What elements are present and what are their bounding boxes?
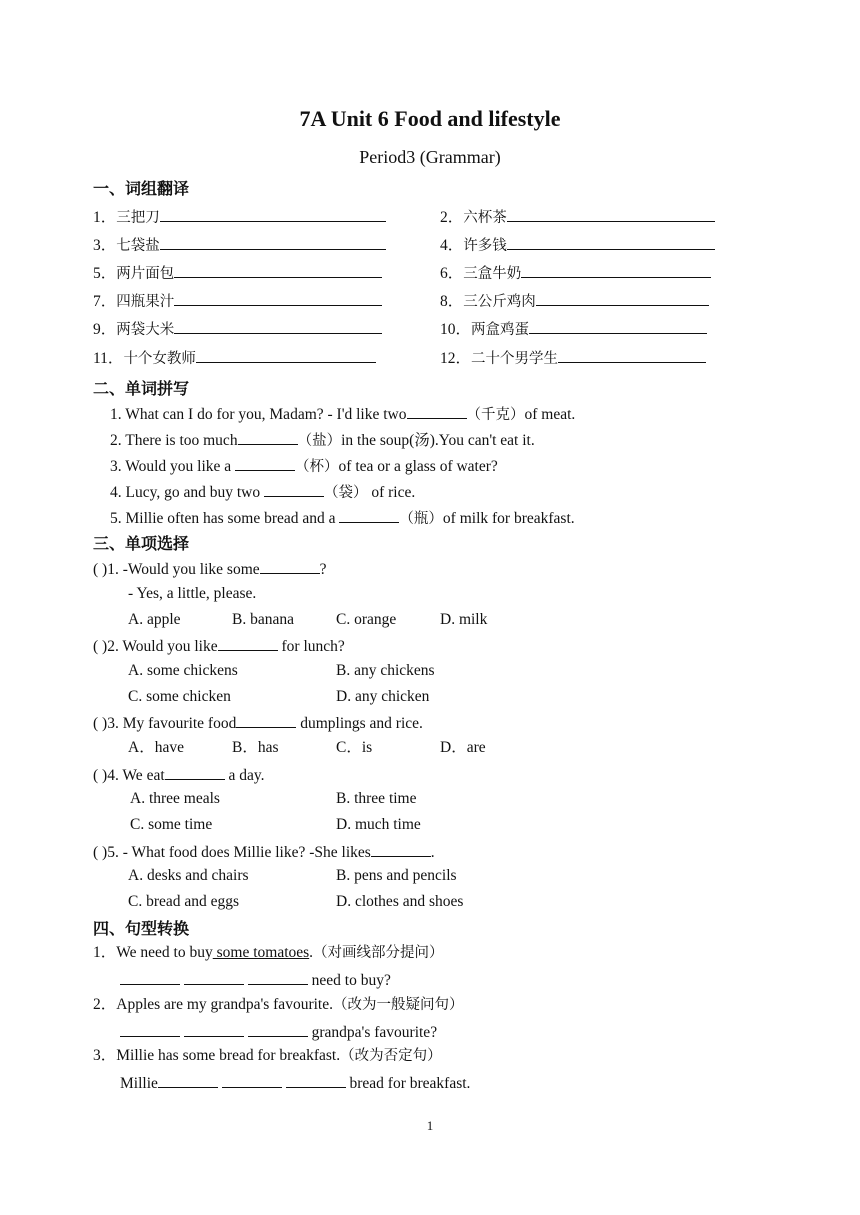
phrase-item: 4．许多钱 bbox=[440, 234, 715, 256]
mc-question-line: - Yes, a little, please. bbox=[128, 585, 257, 602]
mc-option[interactable]: A．have bbox=[128, 739, 184, 756]
answer-blank[interactable] bbox=[529, 318, 707, 334]
answer-blank[interactable] bbox=[236, 712, 296, 728]
mc-option[interactable]: A. some chickens bbox=[128, 662, 238, 679]
mc-option[interactable]: B. any chickens bbox=[336, 662, 435, 679]
section2-heading: 二、单词拼写 bbox=[93, 379, 190, 398]
answer-blank[interactable] bbox=[184, 1021, 244, 1037]
answer-blank[interactable] bbox=[558, 347, 706, 363]
section4-heading: 四、句型转换 bbox=[93, 919, 190, 938]
mc-option[interactable]: D. clothes and shoes bbox=[336, 893, 464, 910]
transform-item: 1．We need to buy some tomatoes.（对画线部分提问） bbox=[93, 944, 444, 961]
phrase-item: 3．七袋盐 bbox=[93, 234, 386, 256]
transform-answer: need to buy? bbox=[120, 969, 391, 991]
mc-option[interactable]: B. three time bbox=[336, 790, 417, 807]
phrase-item: 7．四瓶果汁 bbox=[93, 290, 382, 312]
mc-option[interactable]: A. apple bbox=[128, 611, 181, 628]
mc-option[interactable]: D．are bbox=[440, 739, 486, 756]
answer-blank[interactable] bbox=[174, 318, 382, 334]
transform-answer: grandpa's favourite? bbox=[120, 1021, 437, 1043]
transform-item: 3．Millie has some bread for breakfast.（改为否定句） bbox=[93, 1047, 442, 1064]
answer-blank[interactable] bbox=[286, 1072, 346, 1088]
section1-heading: 一、词组翻译 bbox=[93, 179, 190, 198]
page-subtitle: Period3 (Grammar) bbox=[359, 147, 501, 167]
transform-answer: Millie bread for breakfast. bbox=[120, 1072, 470, 1094]
answer-blank[interactable] bbox=[160, 206, 386, 222]
answer-blank[interactable] bbox=[235, 455, 295, 471]
answer-blank[interactable] bbox=[339, 507, 399, 523]
mc-option[interactable]: C. some chicken bbox=[128, 688, 231, 705]
mc-question: ( )4. We eat a day. bbox=[93, 764, 265, 786]
underlined-phrase: some tomatoes bbox=[212, 944, 310, 961]
answer-blank[interactable] bbox=[264, 481, 324, 497]
answer-blank[interactable] bbox=[120, 969, 180, 985]
mc-question: ( )1. -Would you like some ? bbox=[93, 558, 327, 580]
page-number: 1 bbox=[426, 1118, 434, 1133]
phrase-item: 10．两盒鸡蛋 bbox=[440, 318, 707, 340]
spelling-item: 1. What can I do for you, Madam? - I'd like two （千克）of meat. bbox=[110, 403, 575, 425]
answer-blank[interactable] bbox=[165, 764, 225, 780]
answer-blank[interactable] bbox=[222, 1072, 282, 1088]
page-title: 7A Unit 6 Food and lifestyle bbox=[299, 106, 561, 131]
mc-option[interactable]: C. bread and eggs bbox=[128, 893, 240, 910]
mc-option[interactable]: C. some time bbox=[130, 816, 213, 833]
answer-blank[interactable] bbox=[238, 429, 298, 445]
mc-option[interactable]: B. banana bbox=[232, 611, 294, 628]
spelling-item: 3. Would you like a （杯）of tea or a glass of water? bbox=[110, 455, 498, 477]
answer-blank[interactable] bbox=[407, 403, 467, 419]
mc-question: ( )5. - What food does Millie like? -She likes . bbox=[93, 841, 435, 863]
answer-blank[interactable] bbox=[248, 969, 308, 985]
phrase-item: 1．三把刀 bbox=[93, 206, 386, 228]
answer-blank[interactable] bbox=[174, 290, 382, 306]
phrase-item: 9．两袋大米 bbox=[93, 318, 382, 340]
answer-blank[interactable] bbox=[507, 206, 715, 222]
section3-heading: 三、单项选择 bbox=[93, 534, 190, 553]
answer-blank[interactable] bbox=[521, 262, 711, 278]
phrase-item: 8．三公斤鸡肉 bbox=[440, 290, 709, 312]
answer-blank[interactable] bbox=[536, 290, 709, 306]
mc-option[interactable]: D. milk bbox=[440, 611, 488, 628]
mc-option[interactable]: D. much time bbox=[336, 816, 421, 833]
phrase-item: 12．二十个男学生 bbox=[440, 347, 706, 369]
phrase-item: 11．十个女教师 bbox=[93, 347, 376, 369]
phrase-item: 5．两片面包 bbox=[93, 262, 382, 284]
answer-blank[interactable] bbox=[184, 969, 244, 985]
answer-blank[interactable] bbox=[260, 558, 320, 574]
mc-option[interactable]: B．has bbox=[232, 739, 279, 756]
mc-option[interactable]: C．is bbox=[336, 739, 373, 756]
mc-option[interactable]: A. three meals bbox=[130, 790, 220, 807]
answer-blank[interactable] bbox=[160, 234, 386, 250]
transform-item: 2．Apples are my grandpa's favourite.（改为一般疑问句） bbox=[93, 996, 464, 1013]
answer-blank[interactable] bbox=[120, 1021, 180, 1037]
answer-blank[interactable] bbox=[248, 1021, 308, 1037]
answer-blank[interactable] bbox=[158, 1072, 218, 1088]
phrase-item: 2．六杯茶 bbox=[440, 206, 715, 228]
mc-option[interactable]: B. pens and pencils bbox=[336, 867, 457, 884]
answer-blank[interactable] bbox=[507, 234, 715, 250]
spelling-item: 4. Lucy, go and buy two （袋） of rice. bbox=[110, 481, 415, 503]
phrase-item: 6．三盒牛奶 bbox=[440, 262, 711, 284]
mc-option[interactable]: A. desks and chairs bbox=[128, 867, 249, 884]
spelling-item: 5. Millie often has some bread and a （瓶）of milk for breakfast. bbox=[110, 507, 575, 529]
mc-option[interactable]: D. any chicken bbox=[336, 688, 430, 705]
answer-blank[interactable] bbox=[218, 635, 278, 651]
mc-option[interactable]: C. orange bbox=[336, 611, 397, 628]
mc-question: ( )2. Would you like for lunch? bbox=[93, 635, 345, 657]
answer-blank[interactable] bbox=[174, 262, 382, 278]
answer-blank[interactable] bbox=[371, 841, 431, 857]
answer-blank[interactable] bbox=[196, 347, 376, 363]
spelling-item: 2. There is too much （盐）in the soup(汤).You can't eat it. bbox=[110, 429, 535, 451]
mc-question: ( )3. My favourite food dumplings and rice. bbox=[93, 712, 423, 734]
